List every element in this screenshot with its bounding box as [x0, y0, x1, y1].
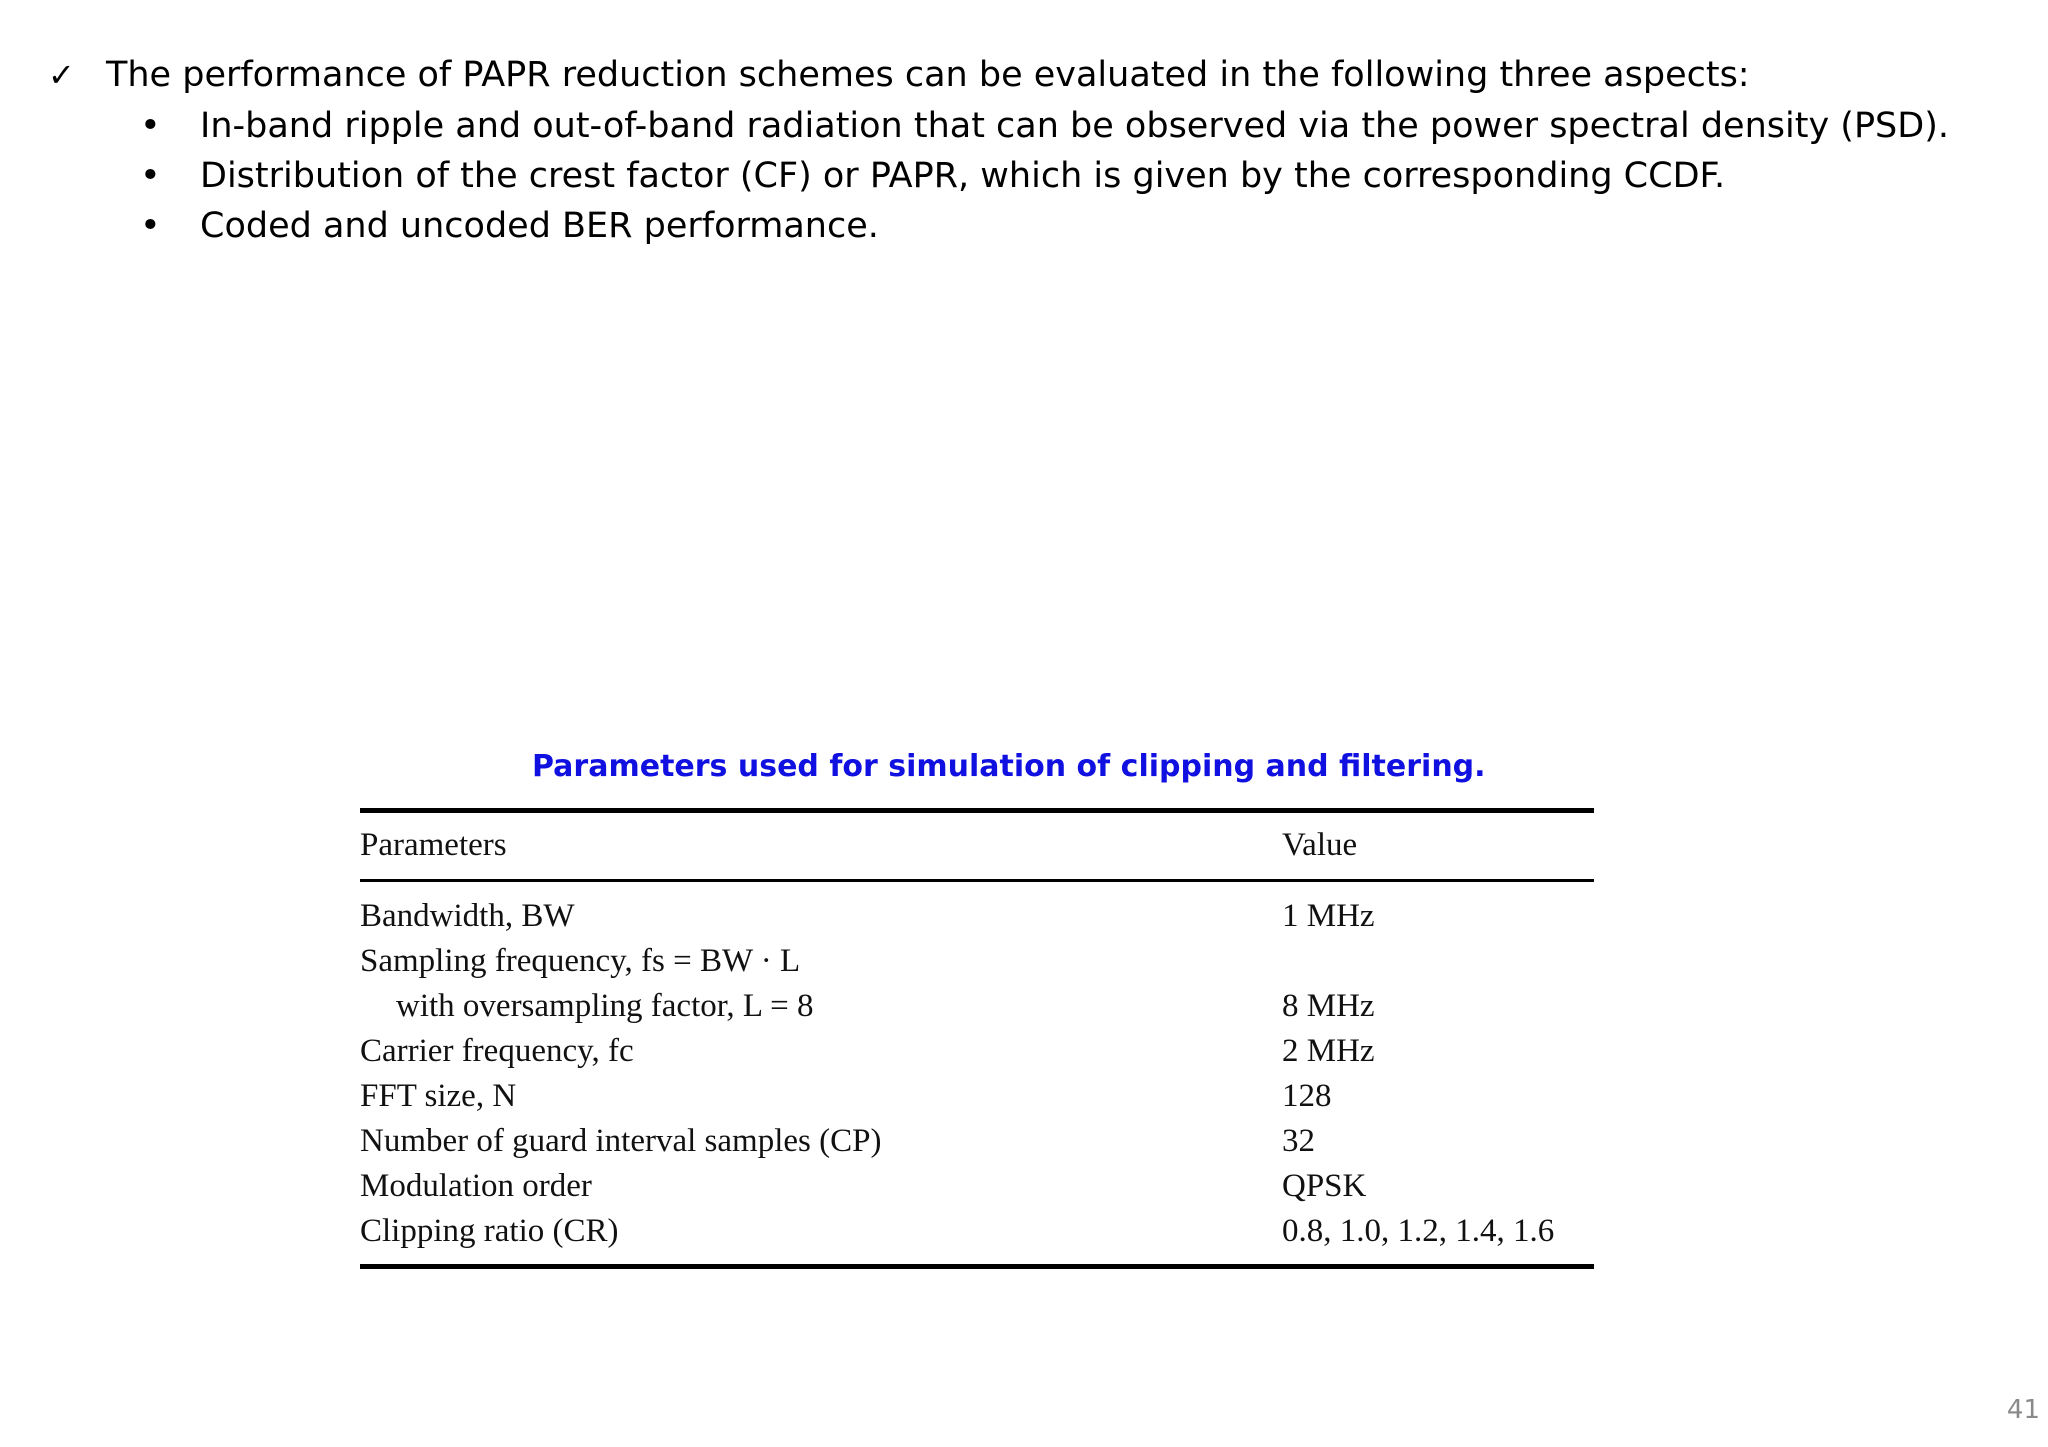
table-row — [360, 1074, 1594, 1119]
parameter-cell: FFT size, N — [360, 1078, 517, 1114]
main-bullet-text: The performance of PAPR reduction schemes can be evaluated in the following three aspects: — [106, 55, 1750, 95]
list-item — [140, 101, 2020, 151]
table-row — [360, 1029, 1594, 1074]
list-item — [140, 151, 2020, 201]
value-cell: QPSK — [1282, 1168, 1367, 1204]
value-cell: 8 MHz — [1282, 988, 1375, 1024]
value-cell — [1282, 939, 1594, 984]
sub-bullet-text: In-band ripple and out-of-band radiation that can be observed via the power spectral density (PSD). — [200, 106, 1949, 146]
value-cell: 0.8, 1.0, 1.2, 1.4, 1.6 — [1282, 1213, 1555, 1249]
bullet-icon: • — [140, 156, 161, 196]
checkmark-icon: ✓ — [48, 56, 75, 94]
parameters-table — [360, 808, 1594, 1269]
sub-bullet-text: Coded and uncoded BER performance. — [200, 206, 879, 246]
table-row — [360, 1119, 1594, 1164]
parameter-cell: Number of guard interval samples (CP) — [360, 1123, 882, 1159]
value-cell: 128 — [1282, 1078, 1332, 1114]
page-number: 41 — [2006, 1395, 2040, 1425]
table-row — [360, 1164, 1594, 1209]
parameter-cell: Carrier frequency, fc — [360, 1033, 634, 1069]
parameter-cell: Modulation order — [360, 1168, 592, 1204]
table-row — [360, 881, 1594, 940]
value-cell: 2 MHz — [1282, 1033, 1375, 1069]
parameter-cell: with oversampling factor, L = 8 — [396, 988, 814, 1024]
header-parameters: Parameters — [360, 826, 507, 863]
value-cell: 1 MHz — [1282, 898, 1375, 934]
list-item — [140, 201, 2020, 251]
table-caption: Parameters used for simulation of clipping and filtering. — [532, 749, 1486, 784]
bullet-icon: • — [140, 206, 161, 246]
table-header-row — [360, 811, 1594, 881]
parameter-cell: Bandwidth, BW — [360, 898, 575, 934]
value-cell: 32 — [1282, 1123, 1315, 1159]
sub-bullet-text: Distribution of the crest factor (CF) or PAPR, which is given by the corresponding CCDF. — [200, 156, 1726, 196]
table-row — [360, 1209, 1594, 1267]
table-row — [360, 984, 1594, 1029]
main-bullet — [48, 50, 1998, 100]
sub-bullet-list — [140, 101, 2020, 251]
table-row — [360, 939, 1594, 984]
bullet-icon: • — [140, 106, 161, 146]
parameter-cell: Clipping ratio (CR) — [360, 1213, 619, 1249]
header-value: Value — [1282, 826, 1358, 863]
parameter-cell: Sampling frequency, fs = BW · L — [360, 943, 801, 979]
